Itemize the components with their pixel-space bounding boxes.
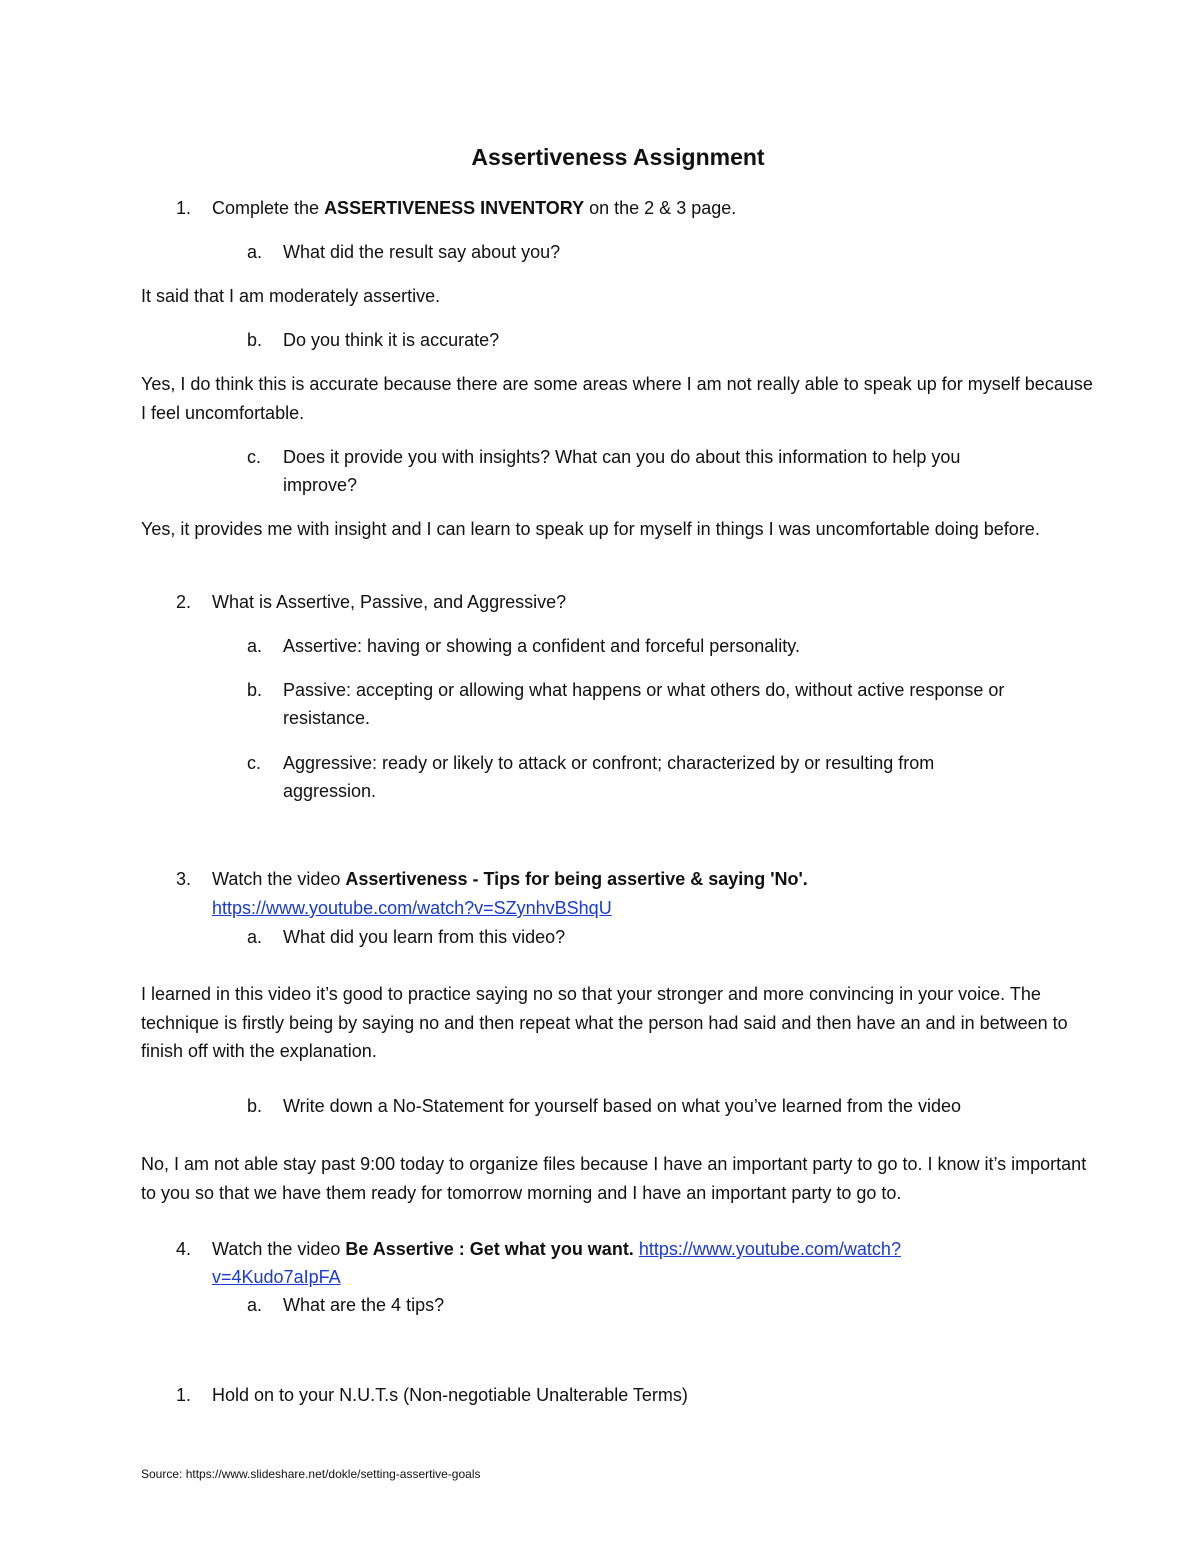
q4-text-pre: Watch the video [212,1239,346,1259]
q3a-answer: I learned in this video it’s good to practice saying no so that your stronger and more convincing in your voice. The technique is firstly being by saying no and then repeat what the person had said and then have an and in between to finish off with the explanation. [141,984,1068,1061]
q1a-text: What did the result say about you? [283,242,561,262]
tip1-number: 1. [176,1385,192,1405]
q1c-answer: Yes, it provides me with insight and I can learn to speak up for myself in things I was uncomfortable doing before. [141,519,1040,539]
q1b-text: Do you think it is accurate? [283,330,500,350]
q1a-answer: It said that I am moderately assertive. [141,286,441,306]
q2-text: What is Assertive, Passive, and Aggressive? [212,592,567,612]
q1-text-bold: ASSERTIVENESS INVENTORY [324,198,585,218]
q3a-letter: a. [247,927,263,947]
q2b-letter: b. [247,680,263,700]
q2a-letter: a. [247,636,263,656]
q3-text [212,865,808,894]
q1c-letter: c. [247,447,262,467]
q1-text-pre: Complete the [212,198,325,218]
q3-number: 3. [176,869,192,889]
q1-number: 1. [176,198,192,218]
q3-text-pre: Watch the video [212,869,346,889]
q1a-letter: a. [247,242,263,262]
q4-text [212,1235,901,1264]
q4-video-link-part2[interactable]: v=4Kudo7aIpFA [212,1267,341,1287]
q2c-text-line2: aggression. [283,781,377,801]
document-title: Assertiveness Assignment [471,144,765,170]
q3-video-link[interactable]: https://www.youtube.com/watch?v=SZynhvBShqU [212,898,612,918]
q1b-letter: b. [247,330,263,350]
q4a-letter: a. [247,1295,263,1315]
q2c-text-line1: Aggressive: ready or likely to attack or confront; characterized by or resulting from [283,753,935,773]
q4-text-bold: Be Assertive : Get what you want. [345,1239,634,1259]
q1-text-post: on the 2 & 3 page. [584,198,737,218]
q3a-text: What did you learn from this video? [283,927,566,947]
q2a-text: Assertive: having or showing a confident and forceful personality. [283,636,800,656]
q3-link-line [212,894,612,923]
q1-text [212,194,736,223]
q2c-letter: c. [247,753,262,773]
q2b-text-line2: resistance. [283,708,371,728]
q4-video-link-part1[interactable]: https://www.youtube.com/watch? [638,1239,901,1259]
q3b-answer: No, I am not able stay past 9:00 today to organize files because I have an important party to go to. I know it’s important to you so that we have them ready for tomorrow morning and I have an important party to go to. [141,1154,1087,1203]
q2-number: 2. [176,592,192,612]
q1b-answer: Yes, I do think this is accurate because there are some areas where I am not really able to speak up for myself because I feel uncomfortable. [141,374,1093,423]
q4a-text: What are the 4 tips? [283,1295,445,1315]
q1c-text-line2: improve? [283,475,358,495]
q2b-text-line1: Passive: accepting or allowing what happens or what others do, without active response or [283,680,1005,700]
q1c-text-line1: Does it provide you with insights? What can you do about this information to help you [283,447,961,467]
q4-number: 4. [176,1239,192,1259]
q3-text-bold: Assertiveness - Tips for being assertive & saying 'No'. [345,869,808,889]
q4-link-line2 [212,1263,341,1292]
tip1-text: Hold on to your N.U.T.s (Non-negotiable Unalterable Terms) [212,1385,688,1405]
q3b-letter: b. [247,1096,263,1116]
q3b-text: Write down a No-Statement for yourself based on what you’ve learned from the video [283,1096,962,1116]
source-footer: Source: https://www.slideshare.net/dokle/setting-assertive-goals [141,1467,481,1481]
